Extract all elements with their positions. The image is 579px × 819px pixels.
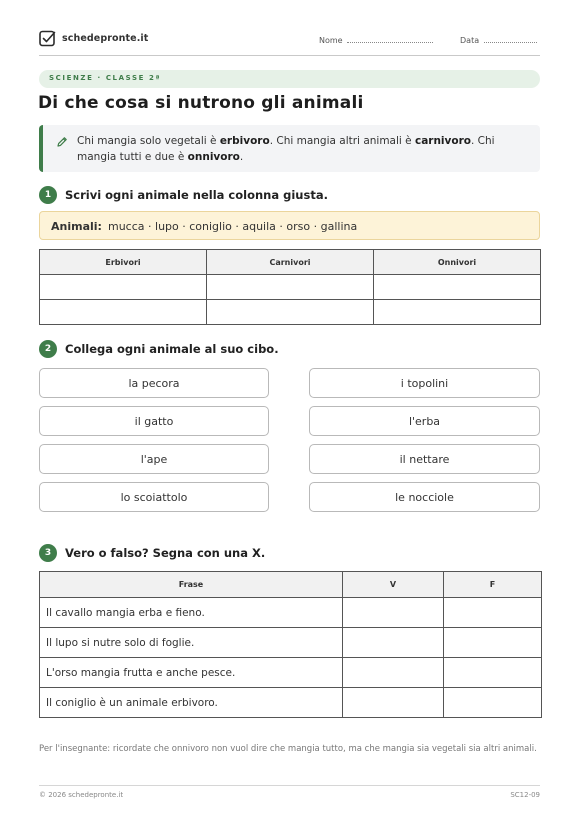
- name-field: [319, 35, 433, 45]
- brand-name: schedepronte.it: [62, 33, 149, 44]
- match-animal-box[interactable]: la pecora: [39, 368, 269, 398]
- word-bank: [39, 211, 540, 240]
- section-1-number: 1: [39, 186, 57, 204]
- section-3-title: Vero o falso? Segna con una X.: [65, 546, 266, 560]
- subject-tag: [39, 70, 540, 88]
- table-row: [40, 658, 542, 688]
- section-1-heading: [39, 186, 328, 204]
- checkbox-logo-icon: [39, 30, 56, 47]
- column-header-carnivori: Carnivori: [207, 250, 374, 275]
- false-checkbox-cell[interactable]: [444, 658, 542, 688]
- table-row: [40, 628, 542, 658]
- intro-text: Chi mangia solo vegetali è erbivoro. Chi mangia altri animali è carnivoro. Chi mangia tutti e due è onnivoro.: [77, 135, 495, 163]
- section-2-title: Collega ogni animale al suo cibo.: [65, 342, 279, 356]
- keyword-erbivoro: erbivoro: [219, 135, 270, 147]
- false-checkbox-cell[interactable]: [444, 598, 542, 628]
- sort-table: [39, 249, 541, 325]
- section-1-title: Scrivi ogni animale nella colonna giusta.: [65, 188, 328, 202]
- match-animal-box[interactable]: l'ape: [39, 444, 269, 474]
- statement-text: L'orso mangia frutta e anche pesce.: [40, 658, 343, 688]
- answer-cell[interactable]: [374, 275, 541, 300]
- true-checkbox-cell[interactable]: [343, 688, 444, 718]
- answer-cell[interactable]: [374, 300, 541, 325]
- footer-copyright: © 2026 schedepronte.it: [39, 791, 124, 799]
- match-food-box[interactable]: l'erba: [309, 406, 540, 436]
- column-header-frase: Frase: [40, 572, 343, 598]
- true-checkbox-cell[interactable]: [343, 628, 444, 658]
- section-2-number: 2: [39, 340, 57, 358]
- statement-text: Il coniglio è un animale erbivoro.: [40, 688, 343, 718]
- column-header-vero: V: [343, 572, 444, 598]
- teacher-note: Per l'insegnante: ricordate che onnivoro non vuol dire che mangia tutto, ma che mangia sia vegetali sia altri animali.: [39, 744, 537, 754]
- column-header-falso: F: [444, 572, 542, 598]
- true-checkbox-cell[interactable]: [343, 598, 444, 628]
- false-checkbox-cell[interactable]: [444, 628, 542, 658]
- answer-cell[interactable]: [40, 300, 207, 325]
- date-line: [484, 35, 537, 43]
- page-header: [39, 30, 540, 56]
- column-header-erbivori: Erbivori: [40, 250, 207, 275]
- match-animal-box[interactable]: il gatto: [39, 406, 269, 436]
- date-field: [460, 35, 537, 45]
- match-food-box[interactable]: i topolini: [309, 368, 540, 398]
- word-bank-label: Animali:: [51, 220, 102, 233]
- section-2-heading: [39, 340, 279, 358]
- footer-code: SC12-09: [510, 791, 540, 799]
- match-food-box[interactable]: il nettare: [309, 444, 540, 474]
- true-false-table: [39, 571, 542, 718]
- name-line: [347, 35, 433, 43]
- pencil-icon: [56, 136, 68, 148]
- keyword-onnivoro: onnivoro: [187, 151, 240, 163]
- statement-text: Il lupo si nutre solo di foglie.: [40, 628, 343, 658]
- date-label: Data: [460, 36, 480, 45]
- true-checkbox-cell[interactable]: [343, 658, 444, 688]
- page-footer: [39, 785, 540, 799]
- keyword-carnivoro: carnivoro: [414, 135, 471, 147]
- intro-box: [39, 125, 540, 172]
- match-animal-box[interactable]: lo scoiattolo: [39, 482, 269, 512]
- statement-text: Il cavallo mangia erba e fieno.: [40, 598, 343, 628]
- column-header-onnivori: Onnivori: [374, 250, 541, 275]
- answer-cell[interactable]: [207, 275, 374, 300]
- word-bank-words: mucca · lupo · coniglio · aquila · orso · gallina: [108, 220, 358, 233]
- section-3-number: 3: [39, 544, 57, 562]
- answer-cell[interactable]: [207, 300, 374, 325]
- subject-tag-label: SCIENZE · CLASSE 2ª: [49, 74, 162, 82]
- false-checkbox-cell[interactable]: [444, 688, 542, 718]
- table-row: [40, 688, 542, 718]
- page-title: Di che cosa si nutrono gli animali: [38, 93, 364, 113]
- name-label: Nome: [319, 36, 343, 45]
- answer-cell[interactable]: [40, 275, 207, 300]
- section-3-heading: [39, 544, 265, 562]
- match-food-box[interactable]: le nocciole: [309, 482, 540, 512]
- table-row: [40, 598, 542, 628]
